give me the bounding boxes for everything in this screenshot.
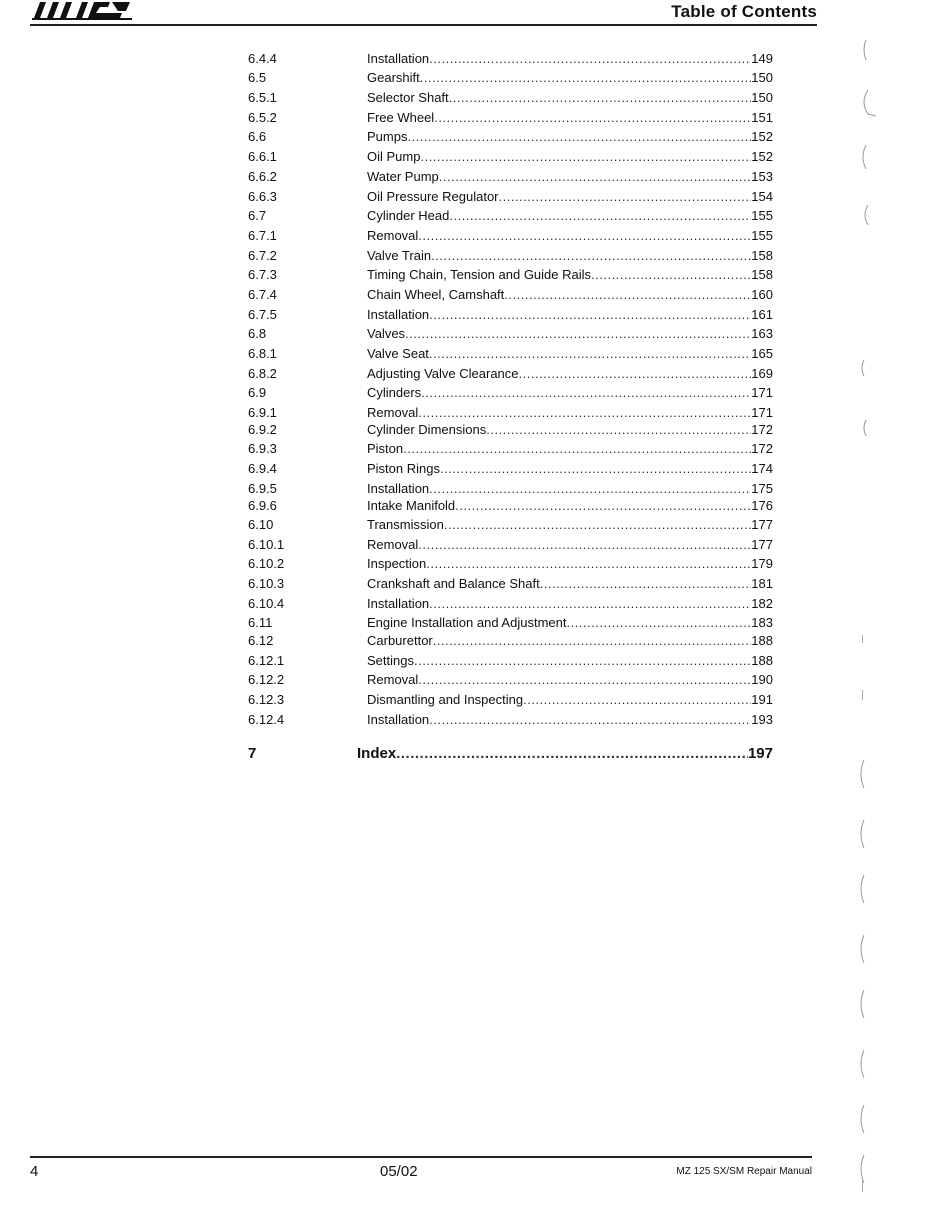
toc-entry-title: Cylinders (367, 385, 422, 400)
toc-entry-title: Valve Seat (367, 346, 429, 361)
toc-entry-line (367, 188, 773, 206)
toc-entry-line (367, 691, 773, 709)
toc-entry-page: 171 (751, 405, 773, 420)
toc-entry-title: Carburettor (367, 633, 433, 648)
toc-entry-page: 155 (751, 228, 773, 243)
toc-entry-line (367, 671, 773, 689)
toc-entry-title: Removal (367, 405, 419, 420)
toc-entry[interactable] (0, 384, 939, 402)
toc-entry-page: 188 (751, 653, 773, 668)
toc-leader-dots (499, 188, 752, 206)
toc-entry-page: 169 (751, 366, 773, 381)
toc-entry-page: 161 (751, 307, 773, 322)
toc-entry-number: 6.7.3 (248, 267, 277, 282)
toc-entry-title: Intake Manifold (367, 498, 456, 513)
header-divider (30, 24, 817, 26)
toc-leader-dots (405, 325, 751, 343)
toc-leader-dots (486, 421, 751, 439)
footer-divider (30, 1156, 812, 1158)
toc-leader-dots (504, 286, 751, 304)
toc-entry[interactable] (0, 555, 939, 573)
toc-entry-number: 6.12 (248, 633, 274, 648)
toc-entry-line (367, 652, 773, 670)
toc-entry[interactable] (0, 188, 939, 206)
toc-entry-title: Water Pump (367, 169, 439, 184)
toc-entry-line (367, 345, 773, 363)
toc-entry-line (367, 480, 773, 498)
toc-leader-dots (418, 404, 751, 422)
toc-entry-title: Installation (367, 596, 430, 611)
toc-entry-line (367, 632, 773, 650)
toc-entry-number: 6.6 (248, 129, 267, 144)
toc-entry-page: 177 (751, 537, 773, 552)
toc-entry-title: Installation (367, 481, 430, 496)
toc-entry-line (367, 384, 773, 402)
toc-entry-page: 179 (751, 556, 773, 571)
toc-leader-dots (523, 691, 751, 709)
toc-entry[interactable] (0, 691, 939, 709)
toc-entry-number: 6.12.2 (248, 672, 285, 687)
toc-entry-line (367, 207, 773, 225)
toc-entry[interactable] (0, 460, 939, 478)
toc-entry-title: Crankshaft and Balance Shaft (367, 576, 540, 591)
toc-entry-title: Selector Shaft (367, 90, 449, 105)
toc-entry-number: 6.5.2 (248, 110, 277, 125)
toc-entry[interactable] (0, 536, 939, 554)
toc-entry[interactable] (0, 207, 939, 225)
toc-entry[interactable] (0, 266, 939, 284)
toc-entry-number: 6.5.1 (248, 90, 277, 105)
toc-entry-number: 6.6.1 (248, 149, 277, 164)
toc-entry-number: 6.8.2 (248, 366, 277, 381)
toc-leader-dots (429, 480, 751, 498)
toc-leader-dots (540, 575, 752, 593)
toc-entry-line (367, 109, 773, 127)
toc-entry-title: Oil Pressure Regulator (367, 189, 499, 204)
toc-entry-number: 6.10.4 (248, 596, 285, 611)
toc-entry-number: 6.5 (248, 70, 267, 85)
toc-entry-title: Installation (367, 712, 430, 727)
toc-entry-page: 151 (751, 110, 773, 125)
toc-entry[interactable] (0, 168, 939, 186)
toc-entry-title: Valve Train (367, 248, 432, 263)
toc-entry-number: 6.9.3 (248, 441, 277, 456)
toc-chapter-page: 197 (747, 745, 773, 762)
footer-date: 05/02 (380, 1163, 418, 1180)
toc-entry[interactable] (0, 365, 939, 383)
toc-entry-page: 150 (751, 90, 773, 105)
toc-entry-page: 183 (751, 615, 773, 630)
toc-entry-title: Removal (367, 672, 419, 687)
toc-entry-page: 176 (751, 498, 773, 513)
toc-entry[interactable] (0, 247, 939, 265)
toc-entry-page: 153 (751, 169, 773, 184)
toc-entry-number: 6.6.2 (248, 169, 277, 184)
toc-entry[interactable] (0, 516, 939, 534)
footer-page-number: 4 (30, 1163, 39, 1180)
toc-entry-line (367, 365, 773, 383)
toc-leader-dots (420, 148, 751, 166)
toc-leader-dots (449, 207, 751, 225)
toc-entry-line (367, 460, 773, 478)
toc-entry-title: Transmission (367, 517, 444, 532)
toc-leader-dots (440, 460, 751, 478)
toc-entry-page: 152 (751, 129, 773, 144)
toc-entry-page: 150 (751, 70, 773, 85)
toc-leader-dots (449, 89, 752, 107)
toc-entry-number: 6.9.5 (248, 481, 277, 496)
toc-entry-number: 6.9.6 (248, 498, 277, 513)
toc-entry-title: Cylinder Head (367, 208, 450, 223)
toc-leader-dots (433, 632, 752, 650)
toc-entry[interactable] (0, 227, 939, 245)
toc-chapter-entry[interactable] (0, 744, 939, 764)
toc-entry-title: Removal (367, 228, 419, 243)
toc-entry-line (367, 69, 773, 87)
toc-entry-number: 6.4.4 (248, 51, 277, 66)
toc-entry-page: 160 (751, 287, 773, 302)
toc-entry[interactable] (0, 632, 939, 650)
toc-entry-number: 6.10.3 (248, 576, 285, 591)
toc-entry[interactable] (0, 421, 939, 439)
toc-entry-page: 158 (751, 267, 773, 282)
toc-entry-number: 6.7 (248, 208, 267, 223)
toc-entry-line (367, 555, 773, 573)
toc-entry-page: 172 (751, 441, 773, 456)
toc-entry-number: 6.7.1 (248, 228, 277, 243)
toc-entry[interactable] (0, 614, 939, 632)
toc-entry-number: 6.12.3 (248, 692, 285, 707)
toc-entry-line (367, 325, 773, 343)
toc-entry[interactable] (0, 480, 939, 498)
toc-entry-page: 174 (751, 461, 773, 476)
toc-entry-title: Installation (367, 307, 430, 322)
toc-leader-dots (455, 497, 751, 515)
toc-entry-page: 177 (751, 517, 773, 532)
toc-entry-line (367, 89, 773, 107)
toc-entry-line (367, 711, 773, 729)
toc-entry-line (367, 227, 773, 245)
toc-entry-title: Oil Pump (367, 149, 421, 164)
toc-entry-number: 6.7.4 (248, 287, 277, 302)
toc-entry[interactable] (0, 404, 939, 422)
toc-entry[interactable] (0, 50, 939, 68)
toc-entry-number: 6.12.1 (248, 653, 285, 668)
toc-entry[interactable] (0, 671, 939, 689)
toc-entry-page: 158 (751, 248, 773, 263)
toc-leader-dots (420, 69, 752, 87)
toc-entry-page: 175 (751, 481, 773, 496)
toc-entry[interactable] (0, 128, 939, 146)
mz-logo (30, 0, 134, 20)
toc-entry-line (367, 286, 773, 304)
toc-entry[interactable] (0, 109, 939, 127)
toc-leader-dots (591, 266, 751, 284)
toc-entry-line (367, 128, 773, 146)
toc-entry-title: Adjusting Valve Clearance (367, 366, 519, 381)
toc-entry-line (367, 404, 773, 422)
toc-entry-line (367, 168, 773, 186)
toc-entry-page: 171 (751, 385, 773, 400)
toc-entry[interactable] (0, 69, 939, 87)
toc-entry-title: Engine Installation and Adjustment (367, 615, 567, 630)
toc-entry-line (367, 497, 773, 515)
toc-entry-page: 155 (751, 208, 773, 223)
toc-entry-title: Installation (367, 51, 430, 66)
toc-entry-number: 6.9.4 (248, 461, 277, 476)
toc-entry[interactable] (0, 711, 939, 729)
toc-entry[interactable] (0, 652, 939, 670)
toc-entry[interactable] (0, 325, 939, 343)
toc-entry-number: 6.10 (248, 517, 274, 532)
toc-entry-number: 6.8 (248, 326, 267, 341)
toc-entry-page: 152 (751, 149, 773, 164)
toc-entry[interactable] (0, 497, 939, 515)
footer-manual-title: MZ 125 SX/SM Repair Manual (676, 1166, 812, 1177)
toc-entry-title: Settings (367, 653, 414, 668)
toc-entry-title: Piston Rings (367, 461, 440, 476)
toc-leader-dots (429, 345, 751, 363)
toc-entry-line (367, 247, 773, 265)
toc-leader-dots (418, 536, 751, 554)
toc-leader-dots (444, 516, 751, 534)
toc-entry[interactable] (0, 595, 939, 613)
toc-entry-number: 6.11 (248, 615, 273, 630)
toc-entry-line (367, 595, 773, 613)
toc-entry-number: 6.9 (248, 385, 267, 400)
toc-entry-number: 6.8.1 (248, 346, 277, 361)
toc-leader-dots (519, 365, 752, 383)
toc-entry-page: 163 (751, 326, 773, 341)
toc-entry-page: 154 (751, 189, 773, 204)
toc-leader-dots (429, 50, 751, 68)
toc-entry-number: 6.9.1 (248, 405, 277, 420)
toc-entry-page: 149 (751, 51, 773, 66)
toc-leader-dots (429, 595, 751, 613)
toc-entry-title: Removal (367, 537, 419, 552)
toc-leader-dots (431, 247, 751, 265)
toc-entry-title: Pumps (367, 129, 408, 144)
toc-entry-line (367, 516, 773, 534)
toc-entry[interactable] (0, 306, 939, 324)
toc-entry[interactable] (0, 148, 939, 166)
toc-entry-page: 172 (751, 422, 773, 437)
toc-leader-dots (566, 614, 751, 632)
toc-entry-page: 193 (751, 712, 773, 727)
toc-entry[interactable] (0, 575, 939, 593)
toc-entry-page: 190 (751, 672, 773, 687)
toc-entry[interactable] (0, 89, 939, 107)
toc-entry-line (367, 536, 773, 554)
toc-entry-number: 6.7.2 (248, 248, 277, 263)
toc-entry-page: 182 (751, 596, 773, 611)
toc-entry-page: 191 (751, 692, 773, 707)
toc-entry-line (367, 148, 773, 166)
toc-entry-page: 165 (751, 346, 773, 361)
toc-entry-title: Valves (367, 326, 406, 341)
toc-entry-number: 6.12.4 (248, 712, 285, 727)
toc-entry-title: Chain Wheel, Camshaft (367, 287, 505, 302)
toc-entry-line (367, 440, 773, 458)
toc-entry-line (367, 614, 773, 632)
toc-leader-dots (426, 555, 751, 573)
toc-leader-dots (418, 671, 751, 689)
toc-leader-dots (407, 128, 751, 146)
toc-chapter-number: 7 (248, 745, 257, 762)
toc-leader-dots (429, 711, 751, 729)
toc-entry[interactable] (0, 345, 939, 363)
toc-entry-title: Free Wheel (367, 110, 435, 125)
toc-entry-title: Cylinder Dimensions (367, 422, 487, 437)
page-title: Table of Contents (671, 2, 817, 21)
toc-entry[interactable] (0, 286, 939, 304)
toc-leader-dots (403, 440, 751, 458)
toc-entry-title: Timing Chain, Tension and Guide Rails (367, 267, 592, 282)
toc-entry-line (367, 306, 773, 324)
toc-entry-line (367, 421, 773, 439)
binding-hole-marks (850, 20, 890, 1200)
toc-entry-title: Inspection (367, 556, 427, 571)
toc-entry-title: Piston (367, 441, 404, 456)
toc-entry[interactable] (0, 440, 939, 458)
toc-chapter-title: Index (357, 745, 397, 762)
toc-leader-dots (414, 652, 751, 670)
toc-leader-dots (421, 384, 751, 402)
toc-entry-page: 188 (751, 633, 773, 648)
toc-entry-line (367, 266, 773, 284)
toc-entry-number: 6.7.5 (248, 307, 277, 322)
toc-entry-number: 6.6.3 (248, 189, 277, 204)
toc-entry-number: 6.10.1 (248, 537, 285, 552)
toc-leader-dots (429, 306, 751, 324)
toc-entry-line (367, 50, 773, 68)
toc-entry-title: Gearshift (367, 70, 420, 85)
toc-entry-number: 6.9.2 (248, 422, 277, 437)
toc-entry-number: 6.10.2 (248, 556, 285, 571)
toc-leader-dots (439, 168, 752, 186)
toc-entry-title: Dismantling and Inspecting (367, 692, 524, 707)
toc-leader-dots (396, 744, 748, 764)
toc-leader-dots (434, 109, 751, 127)
toc-entry-page: 181 (751, 576, 773, 591)
toc-leader-dots (418, 227, 751, 245)
toc-entry-line (367, 575, 773, 593)
